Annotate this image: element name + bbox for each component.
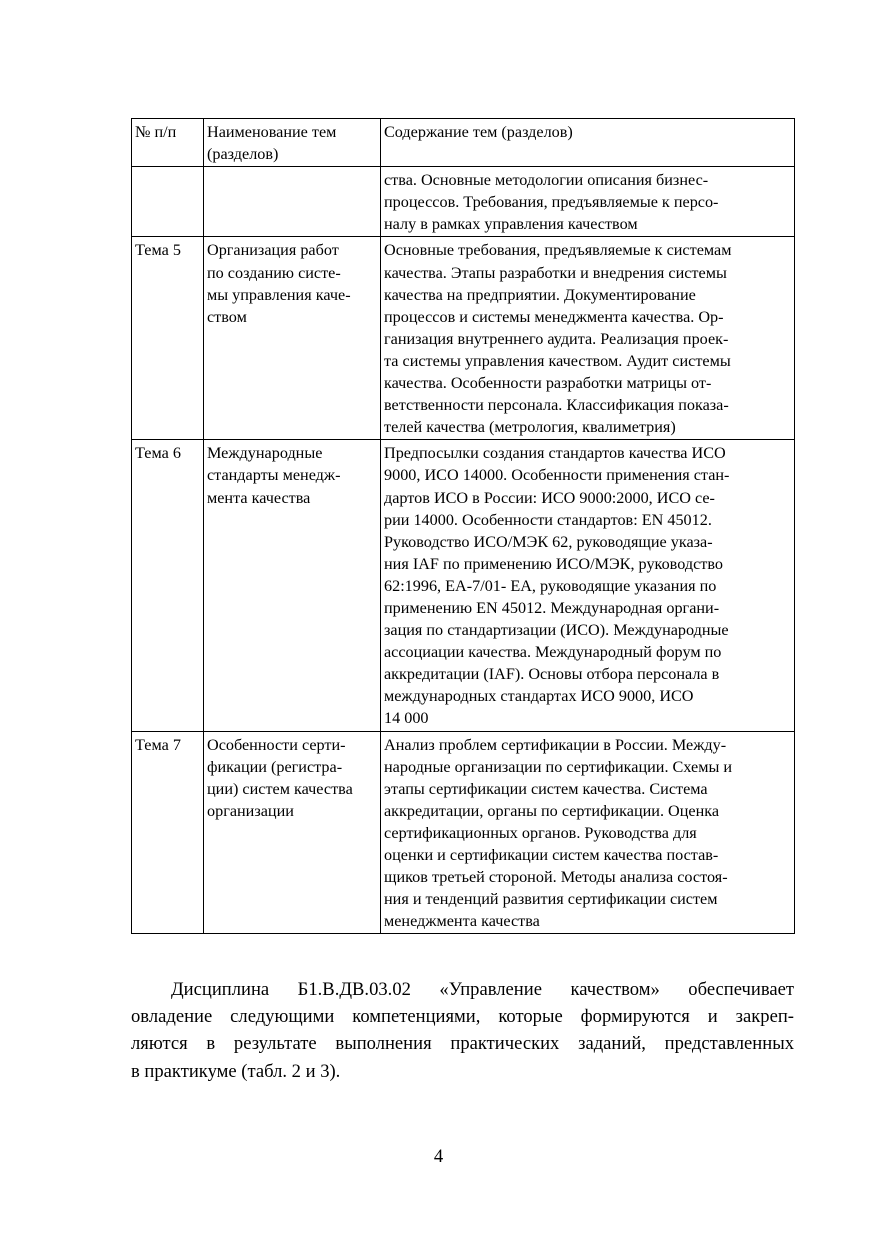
paragraph-line: ляются в результате выполнения практических заданий, представленных (131, 1033, 794, 1055)
cell-line: по созданию систе- (207, 263, 341, 282)
cell-line: процессов и системы менеджмента качества. Ор- (384, 307, 724, 326)
topic-content-cell (381, 167, 795, 237)
cell-line: народные организации по сертификации. Схемы и (384, 757, 733, 776)
cell-line: мы управления каче- (207, 285, 351, 304)
cell-line: ства. Основные методологии описания бизнес- (384, 171, 709, 190)
header-topic-name: Наименование тем (разделов) (204, 119, 381, 167)
topic-name-cell (204, 167, 381, 237)
cell-line: аккредитации, органы по сертификации. Оценка (384, 801, 720, 820)
cell-line: щиков третьей стороной. Методы анализа состоя- (384, 868, 728, 887)
cell-line: Основные требования, предъявляемые к системам (384, 241, 732, 260)
cell-line: сертификационных органов. Руководства для (384, 823, 697, 842)
header-number: № п/п (132, 119, 204, 167)
cell-line: ветственности персонала. Классификация показа- (384, 396, 729, 415)
cell-line: качества. Особенности разработки матрицы от- (384, 374, 712, 393)
cell-line: качества. Этапы разработки и внедрения системы (384, 263, 727, 282)
topic-number-cell (132, 731, 204, 934)
topics-table (131, 118, 795, 934)
cell-line: этапы сертификации систем качества. Система (384, 779, 708, 798)
table-header-row (132, 119, 795, 167)
cell-line: 14 000 (384, 709, 429, 728)
cell-line: та системы управления качеством. Аудит системы (384, 351, 731, 370)
topic-number-cell (132, 440, 204, 731)
cell-line: ния IAF по применению ИСО/МЭК, руководство (384, 554, 723, 573)
topic-name-cell (204, 237, 381, 440)
cell-line: фикации (регистра- (207, 757, 343, 776)
cell-line: ассоциации качества. Международный форум по (384, 643, 722, 662)
cell-line: телей качества (метрология, квалиметрия) (384, 418, 676, 437)
cell-line: Предпосылки создания стандартов качества ИСО (384, 444, 726, 463)
cell-line: ганизация внутреннего аудита. Реализация проек- (384, 329, 729, 348)
cell-line: ством (207, 307, 247, 326)
topic-content-cell (381, 237, 795, 440)
cell-line: организации (207, 801, 294, 820)
cell-line: применению EN 45012. Международная органи- (384, 598, 720, 617)
table-row (132, 440, 795, 731)
table-row (132, 237, 795, 440)
cell-line: стандарты менедж- (207, 466, 341, 485)
cell-line: Особенности серти- (207, 735, 346, 754)
cell-line: процессов. Требования, предъявляемые к персо- (384, 193, 719, 212)
cell-line: Международные (207, 444, 323, 463)
cell-line: Анализ проблем сертификации в России. Между- (384, 735, 727, 754)
topic-number-cell (132, 237, 204, 440)
header-topic-content: Содержание тем (разделов) (381, 119, 795, 167)
topic-name-cell (204, 440, 381, 731)
cell-line: ния и тенденций развития сертификации систем (384, 890, 718, 909)
cell-line: мента качества (207, 488, 311, 507)
cell-line: Тема 6 (135, 444, 181, 463)
cell-line: дартов ИСО в России: ИСО 9000:2000, ИСО се- (384, 488, 715, 507)
cell-line: зация по стандартизации (ИСО). Международные (384, 621, 729, 640)
topic-content-cell (381, 731, 795, 934)
cell-line: рии 14000. Особенности стандартов: EN 45012. (384, 510, 712, 529)
topic-content-cell (381, 440, 795, 731)
cell-line: 62:1996, ЕА-7/01- ЕА, руководящие указания по (384, 576, 717, 595)
cell-line: международных стандартах ИСО 9000, ИСО (384, 687, 694, 706)
body-paragraph (131, 976, 794, 1085)
cell-line: качества на предприятии. Документирование (384, 285, 696, 304)
table-row (132, 167, 795, 237)
page-number: 4 (433, 1146, 444, 1167)
paragraph-line: овладение следующими компетенциями, которые формируются и закреп- (131, 1006, 794, 1028)
paragraph-line: в практикуме (табл. 2 и 3). (131, 1060, 341, 1082)
cell-line: оценки и сертификации систем качества постав- (384, 846, 719, 864)
cell-line: 9000, ИСО 14000. Особенности применения стан- (384, 466, 730, 485)
cell-line: налу в рамках управления качеством (384, 215, 638, 234)
cell-line: Организация работ (207, 241, 339, 260)
cell-line: Руководство ИСО/МЭК 62, руководящие указа- (384, 532, 713, 551)
cell-line: Тема 5 (135, 241, 181, 260)
cell-line: Тема 7 (135, 735, 181, 754)
topics-table-body (132, 119, 795, 934)
topic-number-cell (132, 167, 204, 237)
paragraph-line: Дисциплина Б1.В.ДВ.03.02 «Управление качеством» обеспечивает (171, 979, 794, 1000)
cell-line: ции) систем качества (207, 779, 353, 798)
table-row (132, 731, 795, 934)
topic-name-cell (204, 731, 381, 934)
cell-line: аккредитации (IAF). Основы отбора персонала в (384, 665, 720, 684)
cell-line: менеджмента качества (384, 912, 540, 931)
